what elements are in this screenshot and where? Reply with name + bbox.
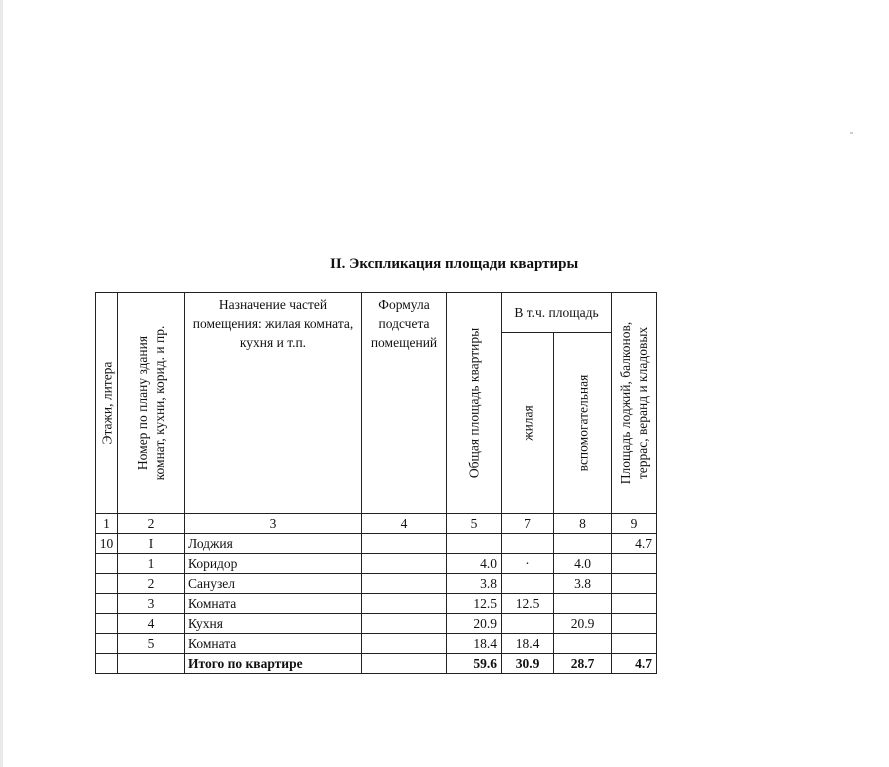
cell-total: 12.5: [447, 594, 502, 614]
cell-total: [447, 534, 502, 554]
cell-num: [118, 654, 185, 674]
cell-aux: 4.0: [554, 554, 612, 574]
cell-total: 18.4: [447, 634, 502, 654]
colnum-4: 4: [362, 514, 447, 534]
table-row: [96, 594, 657, 614]
header-loggia-line1: Площадь лоджий, балконов,: [618, 321, 633, 485]
cell-num: 1: [118, 554, 185, 574]
cell-num: 5: [118, 634, 185, 654]
table-row: [96, 634, 657, 654]
cell-loggia: [612, 594, 657, 614]
table-row: [96, 574, 657, 594]
cell-floor: [96, 574, 118, 594]
document-title: II. Экспликация площади квартиры: [330, 256, 579, 272]
cell-formula: [362, 554, 447, 574]
cell-living: 18.4: [502, 634, 554, 654]
table-row: [96, 554, 657, 574]
header-aux: вспомогательная: [575, 374, 590, 472]
header-formula: Формула подсчета помещений: [362, 293, 447, 514]
header-loggia-area-cell: [612, 293, 657, 514]
cell-name: Коридор: [185, 554, 362, 574]
cell-num: I: [118, 534, 185, 554]
header-floor-cell: [96, 293, 118, 514]
table-row: [96, 614, 657, 634]
header-total-area-cell: [447, 293, 502, 514]
cell-aux: 20.9: [554, 614, 612, 634]
cell-name: Комната: [185, 594, 362, 614]
cell-living: ·: [502, 554, 554, 574]
header-floor: Этажи, литера: [99, 361, 114, 445]
cell-total: 4.0: [447, 554, 502, 574]
colnum-7: 7: [502, 514, 554, 534]
cell-loggia: [612, 614, 657, 634]
cell-loggia: [612, 574, 657, 594]
cell-formula: [362, 614, 447, 634]
cell-name: Санузел: [185, 574, 362, 594]
cell-num: 2: [118, 574, 185, 594]
scan-speck: [850, 132, 853, 134]
cell-loggia: 4.7: [612, 534, 657, 554]
totals-living: 30.9: [502, 654, 554, 674]
totals-aux: 28.7: [554, 654, 612, 674]
cell-floor: [96, 654, 118, 674]
header-loggia-line2: террас, веранд и кладовых: [635, 326, 650, 480]
cell-aux: 3.8: [554, 574, 612, 594]
colnum-8: 8: [554, 514, 612, 534]
header-purpose: Назначение частей помещения: жилая комната, кухня и т.п.: [185, 293, 362, 514]
colnum-1: 1: [96, 514, 118, 534]
cell-floor: 10: [96, 534, 118, 554]
header-total-area: Общая площадь квартиры: [466, 327, 482, 479]
header-row-top: [96, 293, 657, 333]
cell-floor: [96, 614, 118, 634]
cell-formula: [362, 634, 447, 654]
cell-formula: [362, 574, 447, 594]
cell-total: 20.9: [447, 614, 502, 634]
cell-loggia: [612, 554, 657, 574]
header-living-cell: [502, 333, 554, 514]
cell-aux: [554, 594, 612, 614]
cell-floor: [96, 594, 118, 614]
cell-aux: [554, 534, 612, 554]
cell-living: 12.5: [502, 594, 554, 614]
totals-total: 59.6: [447, 654, 502, 674]
cell-name: Кухня: [185, 614, 362, 634]
colnum-3: 3: [185, 514, 362, 534]
totals-loggia: 4.7: [612, 654, 657, 674]
totals-row: [96, 654, 657, 674]
cell-aux: [554, 634, 612, 654]
header-plan-number-line1: Номер по плану здания: [135, 335, 150, 471]
cell-num: 4: [118, 614, 185, 634]
cell-formula: [362, 594, 447, 614]
cell-name: Комната: [185, 634, 362, 654]
header-aux-cell: [554, 333, 612, 514]
header-loggia-area: [617, 322, 651, 485]
colnum-9: 9: [612, 514, 657, 534]
cell-total: 3.8: [447, 574, 502, 594]
cell-num: 3: [118, 594, 185, 614]
colnum-5: 5: [447, 514, 502, 534]
column-number-row: [96, 514, 657, 534]
header-living: жилая: [520, 405, 535, 441]
cell-living: [502, 574, 554, 594]
cell-living: [502, 534, 554, 554]
paper-edge: [0, 0, 3, 767]
header-plan-number: [134, 326, 168, 481]
cell-name: Лоджия: [185, 534, 362, 554]
colnum-2: 2: [118, 514, 185, 534]
cell-floor: [96, 554, 118, 574]
cell-floor: [96, 634, 118, 654]
totals-label: Итого по квартире: [185, 654, 362, 674]
header-plan-number-cell: [118, 293, 185, 514]
table-row: [96, 534, 657, 554]
cell-living: [502, 614, 554, 634]
header-incl-area: В т.ч. площадь: [502, 293, 612, 333]
cell-loggia: [612, 634, 657, 654]
cell-formula: [362, 654, 447, 674]
cell-formula: [362, 534, 447, 554]
explication-table: [95, 292, 657, 674]
header-plan-number-line2: комнат, кухни, корид. и пр.: [152, 325, 167, 481]
